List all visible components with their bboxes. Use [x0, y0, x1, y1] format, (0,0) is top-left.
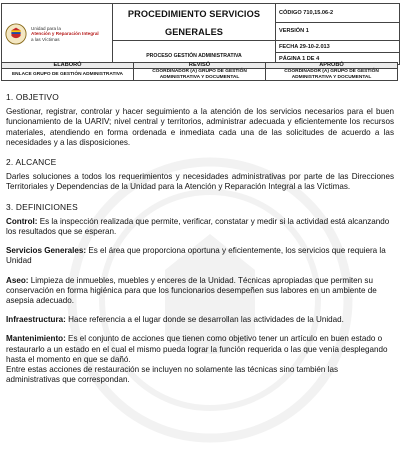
definition-text: Limpieza de inmuebles, muebles y enceres de la Unidad. Técnicas apropiadas que permiten su conservación en forma higiénica para que los funcionarios desempeñen sus labores en un ambiente de asepsia adecuado. [6, 275, 377, 306]
document-title: PROCEDIMIENTO SERVICIOS GENERALES [127, 9, 261, 37]
entity-line-1: Unidad para la [31, 25, 61, 31]
section-alcance-text: Darles soluciones a todos los requerimientos y necesidades administrativas por parte de las Direcciones Territoriales y Dependencias de la Unidad para la Atención y Reparación Integral a las Víctimas. [6, 172, 394, 192]
definition-text: Es el conjunto de acciones que tienen como objetivo tener un artículo en buen estado o restaurarlo a un estado en el cual el mismo pueda lograr la función requerida o las que venía desplegando hasta el momento en que se dañó. [6, 334, 388, 364]
definition-control [6, 217, 394, 237]
definition-text: Hace referencia a el lugar donde se desarrollan las actividades de la Unidad. [65, 315, 344, 325]
entity-name [31, 26, 99, 42]
definition-term: Aseo: [6, 275, 29, 285]
section-objetivo-title: 1. OBJETIVO [6, 92, 59, 102]
date-cell: FECHA 29-10-2.013 [276, 41, 400, 53]
aprobo-value: COORDINADOR (A) GRUPO DE GESTIÓN ADMINISTRATIVA Y DOCUMENTAL [266, 69, 398, 81]
definition-term: Mantenimiento: [6, 334, 66, 344]
title-cell [113, 4, 276, 41]
signature-table [1, 62, 398, 81]
definition-mantenimiento-extra: Entre estas acciones de restauración se incluyen no solamente las técnicas sino también las administrativas que correspondan. [6, 365, 339, 385]
elaboro-header: ELABORÓ [2, 63, 134, 69]
definition-infraestructura [6, 315, 394, 325]
version-cell: VERSIÓN 1 [276, 22, 400, 41]
definition-text: Es la inspección realizada que permite, verificar, constatar y medir si la actividad está alcanzando los resultados que se esperan. [6, 216, 390, 237]
process-cell [113, 41, 276, 65]
document-header [1, 3, 400, 65]
section-definiciones-title: 3. DEFINICIONES [6, 201, 78, 212]
section-alcance-title: 2. ALCANCE [6, 157, 57, 168]
process-name: PROCESO GESTIÓN ADMINISTRATIVA [146, 52, 242, 59]
entity-line-2: Atención y Reparación Integral [31, 31, 99, 37]
definition-mantenimiento [6, 334, 394, 365]
coat-of-arms-icon [5, 23, 27, 45]
definition-term: Infraestructura: [6, 315, 66, 325]
code-cell: CÓDIGO 710,15.06-2 [276, 4, 400, 23]
page-cell: PÁGINA 1 DE 4 [276, 53, 400, 65]
logo-cell [2, 4, 113, 65]
definition-term: Servicios Generales: [6, 246, 87, 256]
reviso-header: REVISÓ [134, 63, 266, 69]
definition-term: Control: [6, 216, 38, 226]
reviso-value: COORDINADOR (A) GRUPO DE GESTIÓN ADMINISTRATIVA Y DOCUMENTAL [134, 69, 266, 81]
definition-servicios-generales [6, 246, 394, 266]
definition-text: Es el área que proporciona oportuna y eficientemente, los servicios que requiera la Unidad [6, 246, 386, 266]
entity-line-3: a las Víctimas [31, 36, 60, 42]
elaboro-value: ENLACE GRUPO DE GESTIÓN ADMINISTRATIVA [2, 69, 134, 81]
section-objetivo-text: Gestionar, registrar, controlar y hacer seguimiento a la atención de los servicios necesarios para el buen funcionamiento de la UARIV; nivel central y territorios, administrar adecuada y eficientemente los recursos materiales, atendiendo en forma ordenada e inmediata cada una de las solicitudes de acuerdo a las necesidades y a las disposiciones. [6, 107, 394, 147]
aprobo-header: APROBÓ [266, 63, 398, 69]
document-body [6, 92, 394, 385]
definition-aseo [6, 276, 394, 307]
